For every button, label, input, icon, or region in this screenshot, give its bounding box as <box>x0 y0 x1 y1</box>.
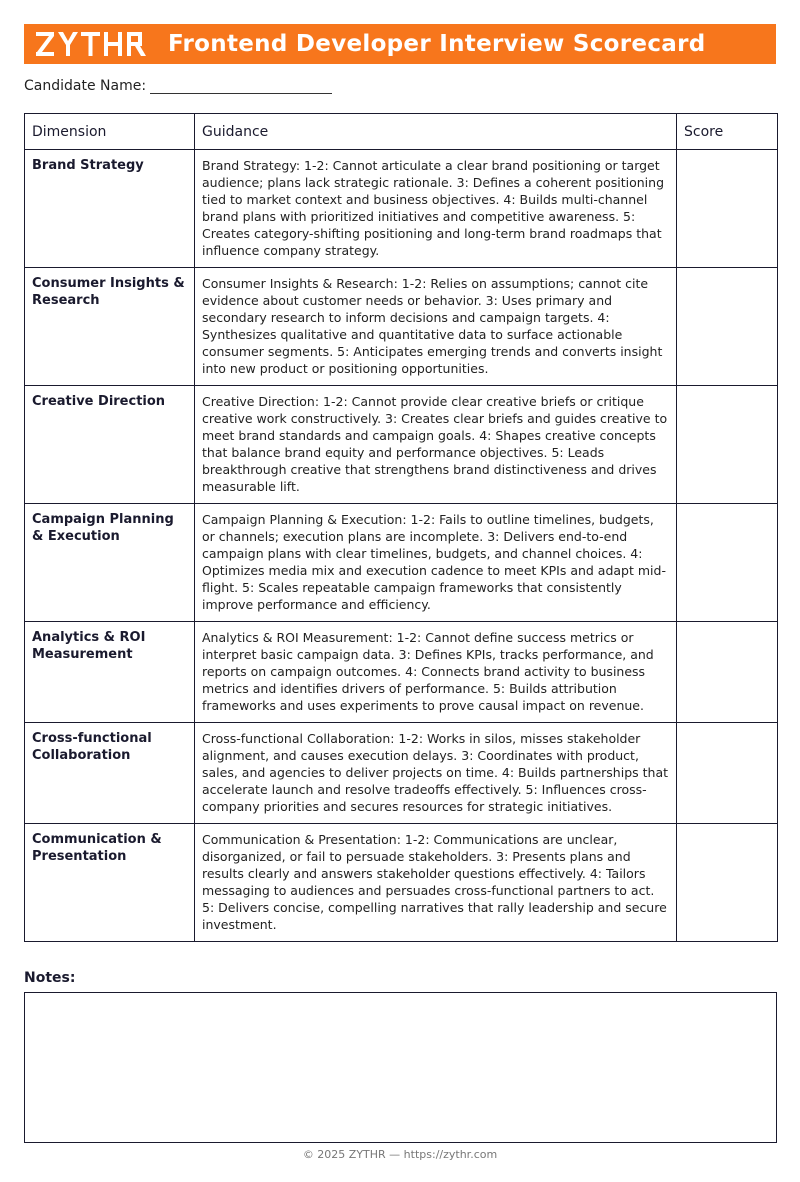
guidance-cell: Consumer Insights & Research: 1-2: Relies on assumptions; cannot cite evidence about customer needs or behavior. 3: Uses primary and secondary research to inform decisions and campaign targets. 4: Synthesizes qualitative and quantitative data to surface actionable consumer segments. 5: Anticipates emerging trends and converts insight into new product or positioning opportunities. <box>195 268 677 386</box>
table-row <box>25 504 778 622</box>
column-header-dimension: Dimension <box>25 114 195 150</box>
guidance-cell: Brand Strategy: 1-2: Cannot articulate a clear brand positioning or target audience; plans lack strategic rationale. 3: Defines a coherent positioning tied to market context and business objectives. 4: Builds multi-channel brand plans with prioritized initiatives and competitive awareness. 5: Creates category-shifting positioning and long-term brand roadmaps that influence company strategy. <box>195 150 677 268</box>
table-row <box>25 723 778 824</box>
score-cell[interactable] <box>677 824 778 942</box>
guidance-cell: Cross-functional Collaboration: 1-2: Works in silos, misses stakeholder alignment, and causes execution delays. 3: Coordinates with product, sales, and agencies to deliver projects on time. 4: Builds partnerships that accelerate launch and resolve tradeoffs effectively. 5: Influences cross-company priorities and secures resources for strategic initiatives. <box>195 723 677 824</box>
notes-label: Notes: <box>24 970 76 986</box>
dimension-cell: Analytics & ROI Measurement <box>25 622 195 723</box>
score-cell[interactable] <box>677 622 778 723</box>
candidate-name-field[interactable] <box>150 79 332 94</box>
column-header-score: Score <box>677 114 778 150</box>
page-title: Frontend Developer Interview Scorecard <box>168 31 706 57</box>
zythr-logo <box>36 31 148 57</box>
guidance-cell: Creative Direction: 1-2: Cannot provide clear creative briefs or critique creative work constructively. 3: Creates clear briefs and guides creative to meet brand standards and campaign goals. 4: Shapes creative concepts that balance brand equity and performance objectives. 5: Leads breakthrough creative that strengthens brand distinctiveness and drives measurable lift. <box>195 386 677 504</box>
dimension-cell: Brand Strategy <box>25 150 195 268</box>
table-row <box>25 150 778 268</box>
score-cell[interactable] <box>677 723 778 824</box>
table-row <box>25 622 778 723</box>
candidate-name-label: Candidate Name: <box>24 78 147 94</box>
dimension-cell: Campaign Planning & Execution <box>25 504 195 622</box>
table-row <box>25 268 778 386</box>
footer-text: © 2025 ZYTHR — https://zythr.com <box>302 1148 498 1161</box>
score-cell[interactable] <box>677 150 778 268</box>
candidate-name-row <box>24 78 332 94</box>
scorecard-table <box>24 113 778 942</box>
header-banner <box>24 24 776 64</box>
score-cell[interactable] <box>677 504 778 622</box>
column-header-guidance: Guidance <box>195 114 677 150</box>
table-row <box>25 386 778 504</box>
guidance-cell: Campaign Planning & Execution: 1-2: Fails to outline timelines, budgets, or channels; execution plans are incomplete. 3: Delivers end-to-end campaign plans with clear timelines, budgets, and channel choices. 4: Optimizes media mix and execution cadence to meet KPIs and adapt mid-flight. 5: Scales repeatable campaign frameworks that consistently improve performance and efficiency. <box>195 504 677 622</box>
score-cell[interactable] <box>677 268 778 386</box>
dimension-cell: Creative Direction <box>25 386 195 504</box>
dimension-cell: Cross-functional Collaboration <box>25 723 195 824</box>
table-header-row <box>25 114 778 150</box>
score-cell[interactable] <box>677 386 778 504</box>
notes-box[interactable] <box>24 992 777 1143</box>
guidance-cell: Analytics & ROI Measurement: 1-2: Cannot define success metrics or interpret basic campaign data. 3: Defines KPIs, tracks performance, and reports on campaign outcomes. 4: Connects brand activity to business metrics and identifies drivers of performance. 5: Builds attribution frameworks and uses experiments to prove causal impact on revenue. <box>195 622 677 723</box>
table-row <box>25 824 778 942</box>
dimension-cell: Consumer Insights & Research <box>25 268 195 386</box>
guidance-cell: Communication & Presentation: 1-2: Communications are unclear, disorganized, or fail to persuade stakeholders. 3: Presents plans and results clearly and answers stakeholder questions effectively. 4: Tailors messaging to audiences and persuades cross-functional partners to act. 5: Delivers concise, compelling narratives that rally leadership and secure investment. <box>195 824 677 942</box>
dimension-cell: Communication & Presentation <box>25 824 195 942</box>
